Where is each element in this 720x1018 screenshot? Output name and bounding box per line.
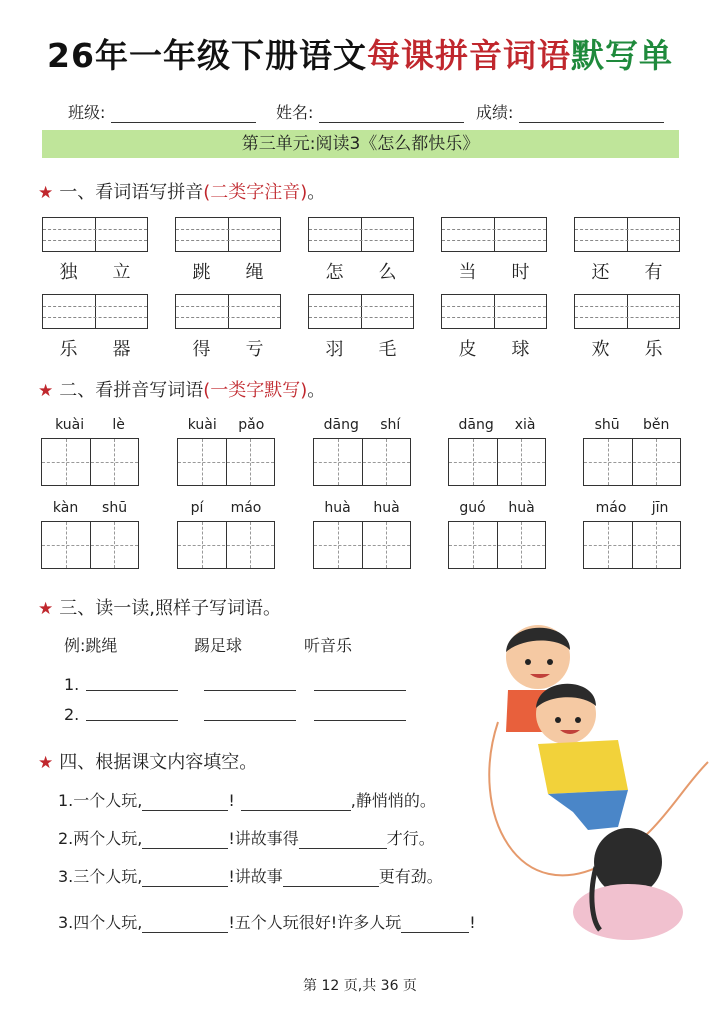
name-label: 姓名: <box>276 103 314 122</box>
unit-banner: 第三单元:阅读3《怎么都快乐》 <box>42 130 679 158</box>
character-writing-box[interactable] <box>448 438 546 486</box>
name-field[interactable] <box>276 100 464 123</box>
section1-heading <box>38 178 325 204</box>
character-writing-box[interactable] <box>448 521 546 569</box>
character-writing-box[interactable] <box>177 521 275 569</box>
word-char: 皮 <box>458 339 477 360</box>
section2-title: 二、看拼音写词语 <box>59 380 204 401</box>
section2-tail: 。 <box>307 380 326 401</box>
word-char: 还 <box>591 262 610 283</box>
word-char: 时 <box>511 262 530 283</box>
word-characters <box>308 258 414 284</box>
pinyin-syllable: dāng <box>323 417 359 433</box>
pinyin-syllable: huà <box>508 500 535 516</box>
fill-text: 更有劲。 <box>378 867 443 886</box>
answer-label-2: 2. <box>64 705 80 724</box>
pinyin-labels <box>313 417 411 433</box>
word-characters <box>175 258 281 284</box>
word-characters <box>441 335 547 361</box>
pinyin-labels <box>177 500 275 516</box>
pinyin-writing-box[interactable] <box>441 217 547 252</box>
pinyin-writing-box[interactable] <box>308 294 414 329</box>
word-char: 器 <box>112 339 131 360</box>
fill-text: ,静悄悄的。 <box>350 791 436 810</box>
pinyin-writing-box[interactable] <box>308 217 414 252</box>
fill-line-3 <box>58 864 443 887</box>
star-icon: ★ <box>38 599 54 619</box>
pinyin-syllable: guó <box>459 500 486 516</box>
pinyin-writing-box[interactable] <box>441 294 547 329</box>
pinyin-syllable: pǎo <box>238 417 265 433</box>
example-word-1: 跳绳 <box>85 636 118 655</box>
example-row <box>64 633 117 656</box>
pinyin-writing-box[interactable] <box>574 294 680 329</box>
character-writing-box[interactable] <box>583 438 681 486</box>
star-icon: ★ <box>38 381 54 401</box>
pinyin-syllable: kuài <box>55 417 85 433</box>
word-char: 怎 <box>325 262 344 283</box>
class-label: 班级: <box>68 103 106 122</box>
fill-text: 1.一个人玩, <box>58 791 143 810</box>
answer-blank-2a[interactable] <box>86 719 178 721</box>
character-writing-box[interactable] <box>583 521 681 569</box>
pinyin-syllable: lè <box>112 417 125 433</box>
pinyin-syllable: jīn <box>651 500 669 516</box>
fill-blank[interactable] <box>142 914 228 933</box>
pinyin-labels <box>448 417 546 433</box>
section1-tail: 。 <box>307 182 326 203</box>
fill-text: 3.四个人玩, <box>58 913 143 932</box>
student-info-row <box>0 100 720 124</box>
answer-blank-1a[interactable] <box>86 689 178 691</box>
character-writing-box[interactable] <box>313 438 411 486</box>
example-word-2: 踢足球 <box>194 636 243 655</box>
section2-heading <box>38 376 325 402</box>
pinyin-syllable: máo <box>595 500 627 516</box>
word-char: 羽 <box>325 339 344 360</box>
page-title <box>0 30 720 77</box>
pinyin-syllable: dāng <box>458 417 494 433</box>
answer-blank-1b[interactable] <box>204 689 296 691</box>
word-characters <box>574 258 680 284</box>
character-writing-box[interactable] <box>41 438 139 486</box>
pinyin-syllable: běn <box>642 417 670 433</box>
section1-title: 一、看词语写拼音 <box>59 182 204 203</box>
section1-hint: (二类字注音) <box>203 182 308 203</box>
pinyin-labels <box>583 500 681 516</box>
pinyin-labels <box>41 500 139 516</box>
class-field[interactable] <box>68 100 256 123</box>
word-char: 乐 <box>59 339 78 360</box>
pinyin-writing-box[interactable] <box>42 294 148 329</box>
pinyin-syllable: huà <box>373 500 400 516</box>
word-characters <box>441 258 547 284</box>
fill-blank[interactable] <box>401 914 469 933</box>
word-char: 么 <box>378 262 397 283</box>
pinyin-syllable: xià <box>514 417 536 433</box>
fill-text: 2.两个人玩, <box>58 829 143 848</box>
fill-line-2 <box>58 826 435 849</box>
pinyin-syllable: shū <box>594 417 620 433</box>
page-number: 第 12 页,共 36 页 <box>303 978 417 994</box>
word-char: 球 <box>511 339 530 360</box>
pinyin-syllable: kuài <box>187 417 217 433</box>
fill-blank[interactable] <box>142 868 228 887</box>
section3-heading <box>38 594 281 620</box>
fill-blank[interactable] <box>283 868 379 887</box>
fill-line-4 <box>58 910 476 933</box>
fill-blank[interactable] <box>142 830 228 849</box>
character-writing-box[interactable] <box>177 438 275 486</box>
fill-text: 才行。 <box>386 829 435 848</box>
word-char: 跳 <box>192 262 211 283</box>
pinyin-labels <box>448 500 546 516</box>
pinyin-syllable: shí <box>380 417 401 433</box>
score-label: 成绩: <box>476 103 514 122</box>
pinyin-syllable: huà <box>324 500 351 516</box>
pinyin-labels <box>177 417 275 433</box>
word-characters <box>308 335 414 361</box>
fill-line-1 <box>58 788 436 811</box>
answer-blank-2c[interactable] <box>314 719 406 721</box>
answer-blank-1c[interactable] <box>314 689 406 691</box>
star-icon: ★ <box>38 753 54 773</box>
answer-blank-2b[interactable] <box>204 719 296 721</box>
pinyin-labels <box>313 500 411 516</box>
word-char: 乐 <box>644 339 663 360</box>
word-characters <box>574 335 680 361</box>
fill-text: !讲故事 <box>228 867 283 886</box>
word-char: 绳 <box>245 262 264 283</box>
word-char: 有 <box>644 262 663 283</box>
character-writing-box[interactable] <box>313 521 411 569</box>
pinyin-writing-box[interactable] <box>574 217 680 252</box>
fill-text: ! <box>228 791 235 810</box>
fill-blank[interactable] <box>241 792 351 811</box>
character-writing-box[interactable] <box>41 521 139 569</box>
word-char: 得 <box>192 339 211 360</box>
word-characters <box>175 335 281 361</box>
word-char: 欢 <box>591 339 610 360</box>
fill-text: 3.三个人玩, <box>58 867 143 886</box>
pinyin-syllable: shū <box>102 500 128 516</box>
section4-heading <box>38 748 257 774</box>
example-word-3: 听音乐 <box>304 636 353 655</box>
pinyin-writing-box[interactable] <box>175 217 281 252</box>
title-type: 默写单 <box>570 36 673 75</box>
pinyin-syllable: pí <box>190 500 204 516</box>
name-blank[interactable] <box>319 104 464 123</box>
word-characters <box>42 335 148 361</box>
word-characters <box>42 258 148 284</box>
score-field[interactable] <box>476 100 664 123</box>
section3-title: 三、读一读,照样子写词语。 <box>59 598 281 619</box>
fill-text: !讲故事得 <box>228 829 299 848</box>
fill-text: !五个人玩很好!许多人玩 <box>228 913 402 932</box>
children-jump-rope-illustration <box>478 612 718 952</box>
pinyin-labels <box>41 417 139 433</box>
score-blank[interactable] <box>519 104 664 123</box>
fill-text: ! <box>469 913 476 932</box>
pinyin-writing-box[interactable] <box>42 217 148 252</box>
title-topic: 每课拼音词语 <box>366 36 571 75</box>
example-label: 例: <box>64 636 86 655</box>
fill-blank[interactable] <box>299 830 387 849</box>
answer-label-1: 1. <box>64 675 80 694</box>
word-char: 毛 <box>378 339 397 360</box>
pinyin-labels <box>583 417 681 433</box>
star-icon: ★ <box>38 183 54 203</box>
word-char: 亏 <box>245 339 264 360</box>
word-char: 独 <box>59 262 78 283</box>
pinyin-syllable: kàn <box>52 500 79 516</box>
section4-title: 四、根据课文内容填空。 <box>59 752 258 773</box>
pinyin-writing-box[interactable] <box>175 294 281 329</box>
pinyin-syllable: máo <box>230 500 262 516</box>
word-char: 当 <box>458 262 477 283</box>
title-grade: 26年一年级下册语文 <box>47 36 367 75</box>
class-blank[interactable] <box>111 104 256 123</box>
section2-hint: (一类字默写) <box>203 380 308 401</box>
word-char: 立 <box>112 262 131 283</box>
fill-blank[interactable] <box>142 792 228 811</box>
